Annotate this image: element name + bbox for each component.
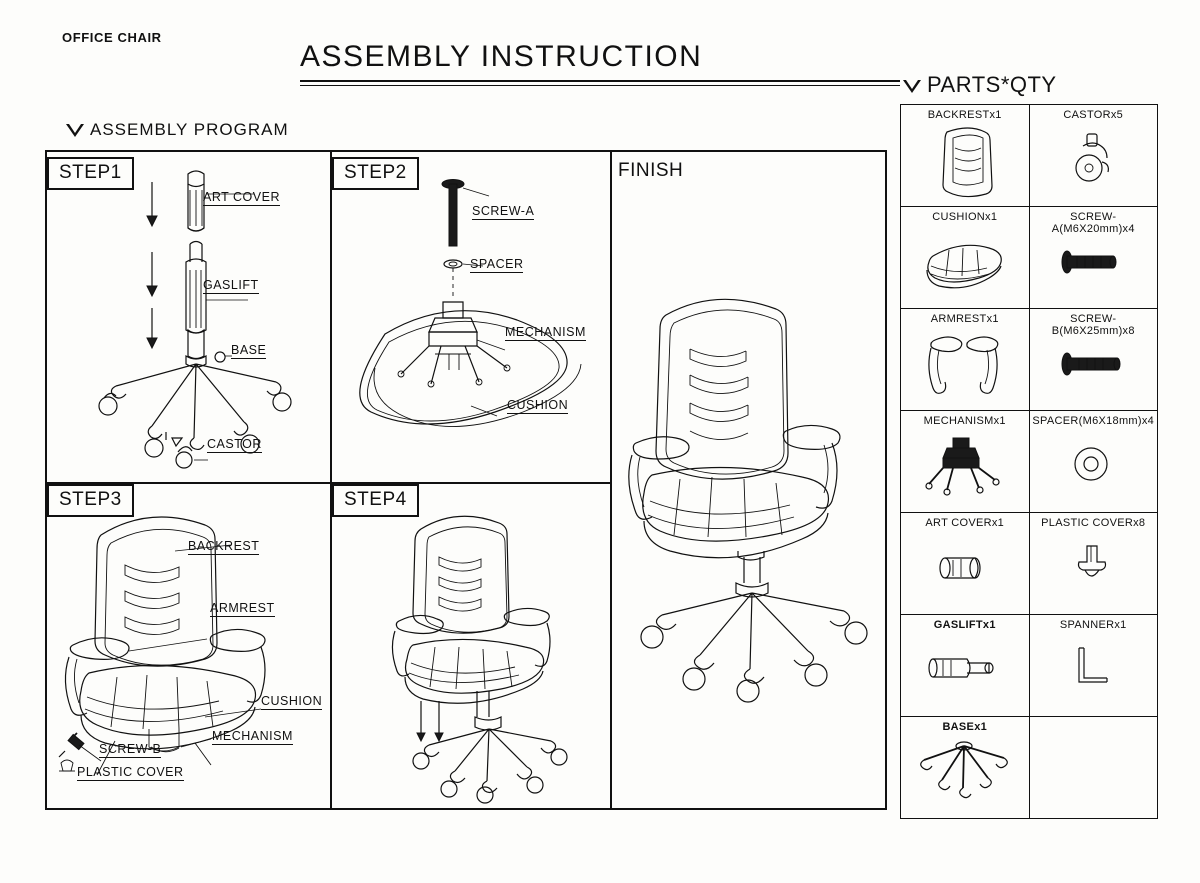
step-3-tag: STEP3 [47,484,134,517]
table-row [901,309,1158,411]
program-divider-2 [610,150,612,810]
triangle-bullet-icon-2 [903,80,921,93]
step-1-diagram [60,160,330,480]
step3-screw-b [59,733,84,757]
castor-part [166,432,192,468]
lead-cushion [471,406,497,416]
callout-base: BASE [231,343,267,357]
part-cell-empty [1029,717,1158,819]
callout-armrest: ARMREST [210,601,275,615]
screw-a-icon [1030,226,1158,302]
castor-icon [1030,124,1158,200]
part-cell-base [901,717,1030,819]
callout-mechanism-3: MECHANISM [212,729,293,743]
part-cell-spacer [1029,411,1158,513]
part-cell-backrest [901,105,1030,207]
triangle-bullet-icon [66,124,84,137]
part-label-art-cover: ART COVERx1 [925,517,1005,529]
part-label-mechanism: MECHANISMx1 [923,415,1006,427]
callout-plastic-cover: PLASTIC COVER [77,765,184,779]
page-title: ASSEMBLY INSTRUCTION [300,40,703,73]
callout-cushion: CUSHION [507,398,569,412]
lead-screw-b [79,745,101,761]
assembly-program-heading-label: ASSEMBLY PROGRAM [90,120,289,139]
gaslift-part [186,242,206,359]
screw-b-icon [1030,328,1158,404]
table-row [901,717,1158,819]
part-cell-armrest [901,309,1030,411]
plastic-cover-icon [1030,532,1158,608]
table-row [901,615,1158,717]
step3-plastic-cover [59,760,75,771]
art-cover-icon [901,532,1029,608]
assembly-arrow-icons [147,182,157,348]
part-label-gaslift: GASLIFTx1 [933,619,996,631]
part-cell-screw-a [1029,207,1158,309]
callout-art-cover: ART COVER [203,190,280,204]
finish-cushion [643,467,829,557]
backrest-icon [901,124,1029,200]
part-cell-mechanism [901,411,1030,513]
base-part [99,356,291,457]
gaslift-icon [901,634,1029,710]
part-label-screw-a: SCREW-A(M6X20mm)x4 [1051,211,1135,235]
part-label-plastic-cover: PLASTIC COVERx8 [1041,517,1146,529]
spanner-icon [1030,634,1158,710]
part-cell-gaslift [901,615,1030,717]
table-row [901,207,1158,309]
mechanism-icon [901,430,1029,506]
callout-castor: CASTOR [207,437,262,451]
screw-a-part [442,180,464,247]
step4-base [413,691,567,803]
part-label-spanner: SPANNERx1 [1059,619,1127,631]
brand-label: OFFICE CHAIR [62,30,162,45]
assembly-program-heading [66,120,289,140]
part-cell-art-cover [901,513,1030,615]
part-cell-cushion [901,207,1030,309]
callout-mechanism: MECHANISM [505,325,586,339]
lead-screw-a [463,188,489,196]
part-label-cushion: CUSHIONx1 [932,211,998,223]
part-label-castor: CASTORx5 [1063,109,1124,121]
step4-armrest [392,608,550,675]
parts-qty-heading [903,72,1057,98]
base-icon [901,736,1029,812]
part-label-spacer: SPACER(M6X18mm)x4 [1032,415,1155,427]
part-label-base: BASEx1 [942,721,988,733]
finish-diagram [620,275,885,695]
step4-cushion [405,639,544,703]
part-label-screw-b: SCREW-B(M6X25mm)x8 [1051,313,1135,337]
spacer-part [444,260,462,268]
art-cover-part [188,171,204,231]
callout-gaslift: GASLIFT [203,278,259,292]
finish-tag: FINISH [612,157,693,186]
step4-screws [417,701,443,741]
part-label-empty [1030,717,1158,736]
title-divider [300,80,900,86]
part-cell-screw-b [1029,309,1158,411]
step-1-tag: STEP1 [47,157,134,190]
part-label-armrest: ARMRESTx1 [930,313,999,325]
callout-screw-a: SCREW-A [472,204,535,218]
part-cell-spanner [1029,615,1158,717]
lead-mechanism-3 [181,739,211,747]
cushion-icon [901,226,1029,302]
part-cell-castor [1029,105,1158,207]
table-row [901,105,1158,207]
parts-qty-heading-label: PARTS*QTY [927,72,1057,97]
finish-base [641,551,867,702]
armrest-icon [901,328,1029,404]
part-label-backrest: BACKRESTx1 [927,109,1002,121]
callout-cushion-3: CUSHION [261,694,323,708]
table-row [901,411,1158,513]
spacer-icon [1030,430,1158,506]
step-4-tag: STEP4 [332,484,419,517]
mechanism-part [398,302,510,387]
parts-qty-table [900,104,1158,819]
step-2-tag: STEP2 [332,157,419,190]
lead-armrest [129,639,207,651]
callout-backrest: BACKREST [188,539,260,553]
callout-screw-b: SCREW-B [99,742,162,756]
callout-spacer: SPACER [470,257,524,271]
step-4-diagram [385,505,595,800]
part-cell-plastic-cover [1029,513,1158,615]
table-row [901,513,1158,615]
finish-backrest [656,299,788,479]
